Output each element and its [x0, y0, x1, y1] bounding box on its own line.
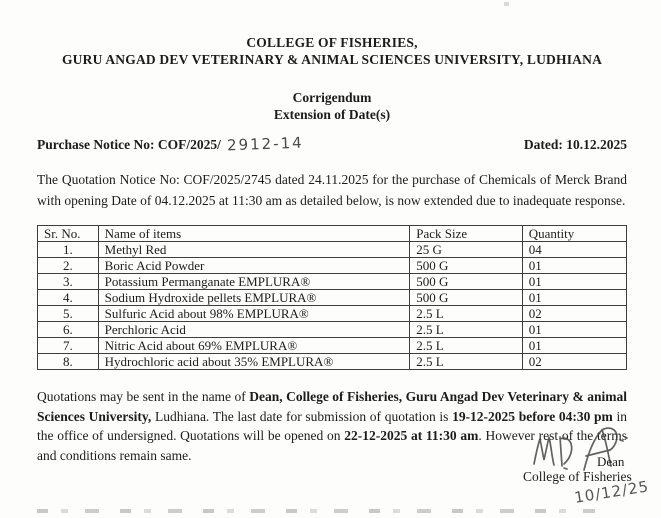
cell-sr: 6.	[38, 322, 99, 338]
cell-qty: 02	[522, 306, 626, 322]
university-name: GURU ANGAD DEV VETERINARY & ANIMAL SCIENCES UNIVERSITY, LUDHIANA	[61, 52, 603, 67]
cell-qty: 02	[522, 354, 626, 370]
corrigendum-title: Corrigendum	[292, 90, 372, 105]
cell-qty: 01	[522, 290, 626, 306]
cell-pack: 2.5 L	[410, 322, 522, 338]
signatory-organization: College of Fisheries	[523, 469, 632, 484]
closing-bold-submission-deadline: 19-12-2025 before 04:30 pm	[452, 408, 613, 424]
cell-sr: 8.	[38, 354, 99, 370]
table-row	[38, 258, 627, 274]
document-header	[37, 34, 627, 68]
cell-sr: 2.	[38, 258, 99, 274]
cell-qty: 01	[522, 274, 626, 290]
cell-qty: 01	[522, 322, 626, 338]
cell-name: Potassium Permanganate EMPLURA®	[98, 274, 410, 290]
col-header-qty: Quantity	[522, 226, 626, 242]
handwritten-signature-date: 10/12/25	[573, 477, 651, 507]
cell-sr: 7.	[38, 338, 99, 354]
cell-name: Hydrochloric acid about 35% EMPLURA®	[98, 354, 410, 370]
col-header-name: Name of items	[98, 226, 410, 242]
cell-name: Sodium Hydroxide pellets EMPLURA®	[98, 290, 410, 306]
table-row	[38, 322, 627, 338]
cell-name: Nitric Acid about 69% EMPLURA®	[98, 338, 410, 354]
cell-pack: 25 G	[410, 242, 522, 258]
closing-bold-addressee: Dean, College of Fisheries, Guru Angad Dev Veterinary & animal Sciences University,	[37, 389, 627, 424]
closing-text: Quotations may be sent in the name of	[37, 389, 250, 404]
subtitle-block	[37, 89, 627, 123]
handwritten-notice-number: 2912-14	[226, 133, 304, 155]
cell-pack: 500 G	[410, 274, 522, 290]
closing-bold-opening-date: 22-12-2025 at 11:30 am	[344, 428, 479, 443]
cell-name: Sulfuric Acid about 98% EMPLURA®	[98, 306, 410, 322]
cell-sr: 5.	[38, 306, 99, 322]
cell-name: Perchloric Acid	[98, 322, 410, 338]
dated-label: Dated: 10.12.2025	[523, 137, 627, 152]
table-row	[38, 354, 627, 370]
table-header-row	[38, 226, 627, 242]
closing-text: in the office of undersigned. Quotations will be opened on	[37, 408, 627, 443]
intro-paragraph: The Quotation Notice No: COF/2025/2745 dated 24.11.2025 for the purchase of Chemicals of Merck Brand with opening Date of 04.12.2025 at 11:30 am as detailed below, is now extended due to inadequate response.	[37, 172, 627, 208]
signatory-title: Dean	[597, 454, 625, 469]
closing-text: . However rest of the terms and conditions remain same.	[37, 428, 628, 463]
scan-artifact	[504, 2, 509, 6]
purchase-notice-number	[37, 135, 304, 153]
cutoff-text-line	[37, 509, 595, 514]
extension-title: Extension of Date(s)	[273, 107, 391, 122]
col-header-pack: Pack Size	[410, 226, 522, 242]
notice-meta-row	[37, 135, 627, 153]
cell-pack: 2.5 L	[410, 338, 522, 354]
cell-name: Boric Acid Powder	[98, 258, 410, 274]
purchase-notice-label: Purchase Notice No: COF/2025/	[37, 137, 221, 152]
table-row	[38, 306, 627, 322]
cell-sr: 3.	[38, 274, 99, 290]
closing-text: Ludhiana. The last date for submission of quotation is	[151, 408, 453, 424]
table-row	[38, 338, 627, 354]
cell-sr: 1.	[38, 242, 99, 258]
cell-pack: 2.5 L	[410, 354, 522, 370]
cell-pack: 2.5 L	[410, 306, 522, 322]
items-table	[37, 225, 627, 370]
cell-sr: 4.	[38, 290, 99, 306]
cell-qty: 01	[522, 258, 626, 274]
table-row	[38, 290, 627, 306]
cell-qty: 01	[522, 338, 626, 354]
col-header-sr: Sr. No.	[38, 226, 99, 242]
table-row	[38, 242, 627, 258]
institution-name: COLLEGE OF FISHERIES,	[246, 35, 418, 50]
cell-qty: 04	[522, 242, 626, 258]
cell-name: Methyl Red	[98, 242, 410, 258]
cell-pack: 500 G	[410, 258, 522, 274]
cell-pack: 500 G	[410, 290, 522, 306]
table-row	[38, 274, 627, 290]
